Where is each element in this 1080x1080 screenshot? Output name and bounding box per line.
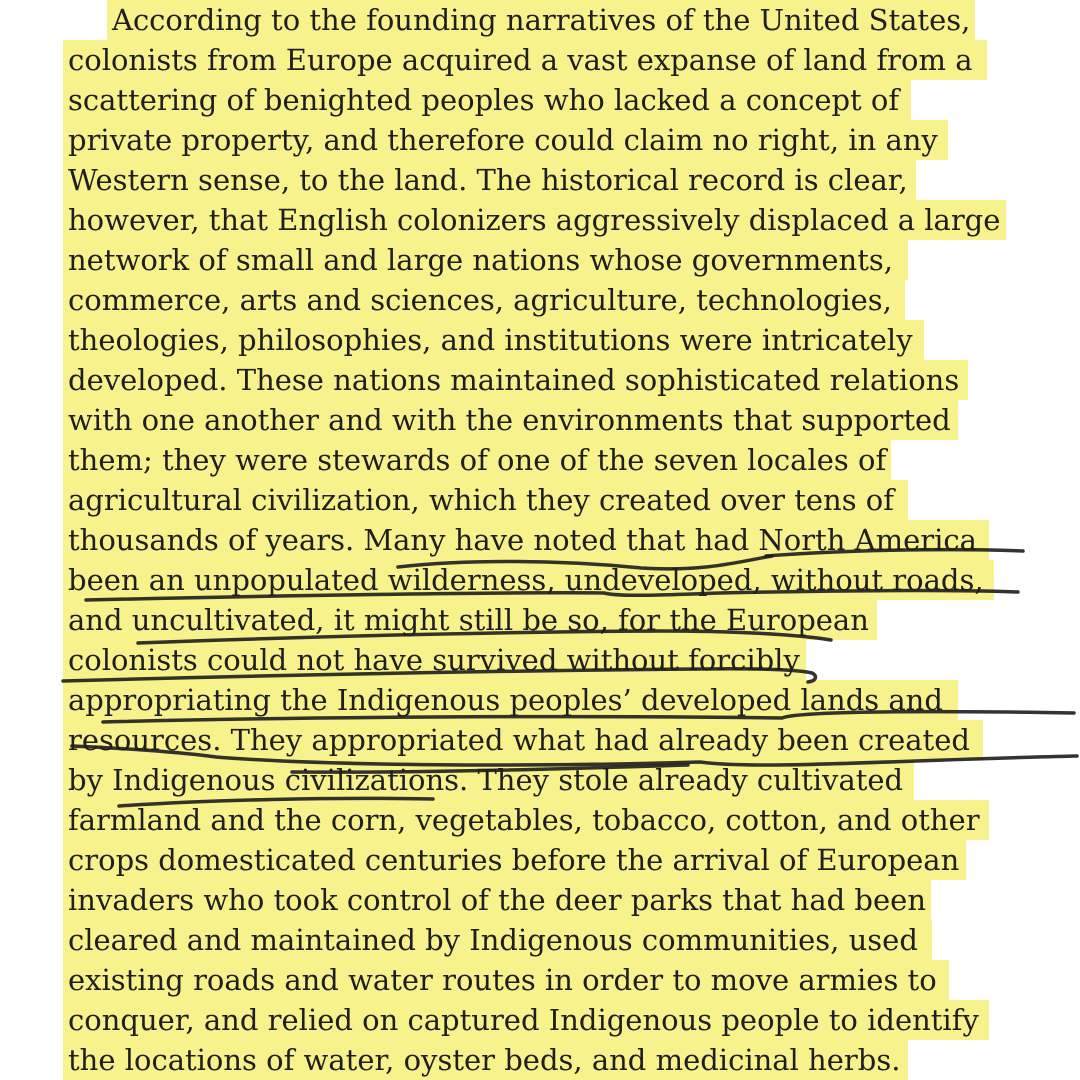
text-line [68, 760, 1006, 800]
text-line [68, 720, 1006, 760]
text-line [68, 800, 1006, 840]
highlighted-text: invaders who took control of the deer parks that had been [63, 880, 931, 920]
text-line [68, 200, 1006, 240]
highlighted-text: and uncultivated, it might still be so, for the European [63, 600, 877, 640]
text-line [68, 640, 1006, 680]
text-line [68, 560, 1006, 600]
highlighted-text: theologies, philosophies, and institutions were intricately [63, 320, 924, 360]
highlighted-text: scattering of benighted peoples who lacked a concept of [63, 80, 911, 120]
highlighted-text: existing roads and water routes in order to move armies to [63, 960, 949, 1000]
text-line [68, 600, 1006, 640]
highlighted-text: network of small and large nations whose governments, [63, 240, 908, 280]
text-line [68, 880, 1006, 920]
text-line [68, 360, 1006, 400]
highlighted-text: cleared and maintained by Indigenous communities, used [63, 920, 932, 960]
highlighted-text: appropriating the Indigenous peoples’ developed lands and [63, 680, 958, 720]
highlighted-text: been an unpopulated wilderness, undeveloped, without roads, [63, 560, 994, 600]
highlighted-text: with one another and with the environments that supported [63, 400, 958, 440]
text-line [68, 840, 1006, 880]
text-line [68, 80, 1006, 120]
highlighted-text: by Indigenous civilizations. They stole already cultivated [63, 760, 914, 800]
highlighted-text: crops domesticated centuries before the arrival of European [63, 840, 966, 880]
highlighted-text: private property, and therefore could claim no right, in any [63, 120, 948, 160]
highlighted-text: Western sense, to the land. The historical record is clear, [63, 160, 916, 200]
text-line [68, 1040, 1006, 1080]
text-line [68, 120, 1006, 160]
highlighted-text: thousands of years. Many have noted that had North America [63, 520, 989, 560]
text-line [68, 400, 1006, 440]
text-line [68, 680, 1006, 720]
text-line [68, 440, 1006, 480]
highlighted-text: developed. These nations maintained sophisticated relations [63, 360, 968, 400]
text-line [68, 480, 1006, 520]
text-line [68, 0, 1006, 40]
text-line [68, 240, 1006, 280]
highlighted-text: According to the founding narratives of the United States, [107, 0, 975, 40]
text-line [68, 920, 1006, 960]
text-line [68, 1000, 1006, 1040]
highlighted-text: the locations of water, oyster beds, and medicinal herbs. [63, 1040, 908, 1080]
text-line [68, 160, 1006, 200]
text-line [68, 40, 1006, 80]
highlighted-text: resources. They appropriated what had already been created [63, 720, 983, 760]
highlighted-text: farmland and the corn, vegetables, tobacco, cotton, and other [63, 800, 989, 840]
highlighted-text: colonists from Europe acquired a vast expanse of land from a [63, 40, 987, 80]
text-line [68, 520, 1006, 560]
text-line [68, 280, 1006, 320]
highlighted-text: them; they were stewards of one of the seven locales of [63, 440, 891, 480]
highlighted-text: however, that English colonizers aggressively displaced a large [63, 200, 1006, 240]
highlighted-text: conquer, and relied on captured Indigenous people to identify [63, 1000, 989, 1040]
highlighted-text: commerce, arts and sciences, agriculture, technologies, [63, 280, 905, 320]
highlighted-text: agricultural civilization, which they created over tens of [63, 480, 908, 520]
text-line [68, 960, 1006, 1000]
highlighted-text: colonists could not have survived without forcibly [63, 640, 806, 680]
text-line [68, 320, 1006, 360]
